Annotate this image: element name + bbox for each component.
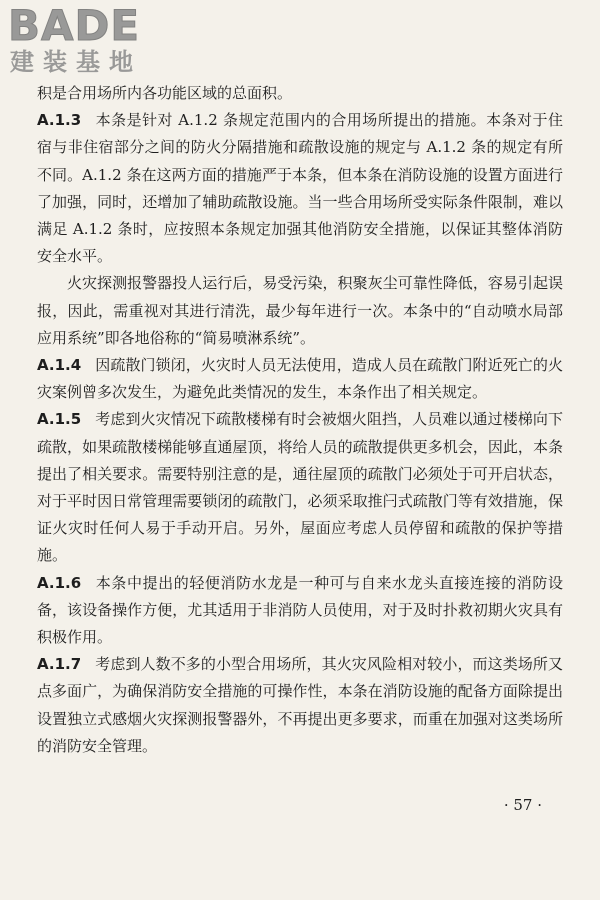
paragraph-text: 火灾探测报警器投人运行后，易受污染，积聚灰尘可靠性降低，容易引起误报，因此，需重视对其进行清洗，最少每年进行一次。本条中的“自动喷水局部应用系统”即各地俗称的“简易喷淋系统”。	[37, 274, 563, 347]
page-number: · 57 ·	[503, 796, 542, 814]
paragraph-text: 考虑到人数不多的小型合用场所，其火灾风险相对较小，而这类场所又点多面广，为确保消防安全措施的可操作性，本条在消防设施的配备方面除提出设置独立式感烟火灾探测报警器外，不再提出更多要求，而重在加强对这类场所的消防安全管理。	[37, 655, 563, 755]
paragraph-text: 积是合用场所内各功能区域的总面积。	[37, 84, 293, 102]
paragraph-text: 考虑到火灾情况下疏散楼梯有时会被烟火阻挡，人员难以通过楼梯向下疏散，如果疏散楼梯能够直通屋顶，将给人员的疏散提供更多机会，因此，本条提出了相关要求。需要特别注意的是，通往屋顶的疏散门必须处于可开启状态，对于平时因日常管理需要锁闭的疏散门，必须采取推闩式疏散门等有效措施，保证火灾时任何人易于手动开启。另外，屋面应考虑人员停留和疏散的保护等措施。	[37, 410, 563, 565]
clause-number: A.1.5	[37, 410, 82, 429]
paragraph-continuation	[37, 80, 563, 107]
bade-logo	[8, 1, 178, 88]
clause-number: A.1.3	[37, 111, 82, 130]
paragraph-text: 本条是针对 A.1.2 条规定范围内的合用场所提出的措施。本条对于住宿与非住宿部分之间的防火分隔措施和疏散设施的规定与 A.1.2 条的规定有所不同。A.1.2 条在这两方面的措施严于本条，但本条在消防设施的设置方面进行了加强，同时，还增加了辅助疏散设施。当一些合用场所受实际条件限制，难以满足 A.1.2 条时，应按照本条规定加强其他消防安全措施，以保证其整体消防安全水平。	[37, 111, 563, 266]
clause-number: A.1.6	[37, 573, 82, 592]
logo-brand-en: BADE	[8, 1, 141, 50]
paragraph-detector-maintenance	[37, 270, 563, 352]
clause-number: A.1.7	[37, 655, 82, 674]
clause-number: A.1.4	[37, 356, 82, 375]
clause-a-1-4	[37, 352, 563, 406]
clause-a-1-7	[37, 651, 563, 760]
logo-brand-cn: 建装基地	[10, 48, 142, 76]
clause-a-1-6	[37, 570, 563, 652]
paragraph-text: 因疏散门锁闭，火灾时人员无法使用，造成人员在疏散门附近死亡的火灾案例曾多次发生，为避免此类情况的发生，本条作出了相关规定。	[37, 356, 563, 402]
paragraph-text: 本条中提出的轻便消防水龙是一种可与自来水龙头直接连接的消防设备，该设备操作方便，尤其适用于非消防人员使用，对于及时扑救初期火灾具有积极作用。	[37, 573, 563, 647]
clause-a-1-5	[37, 406, 563, 569]
clause-a-1-3	[37, 107, 563, 270]
document-body	[37, 80, 563, 760]
